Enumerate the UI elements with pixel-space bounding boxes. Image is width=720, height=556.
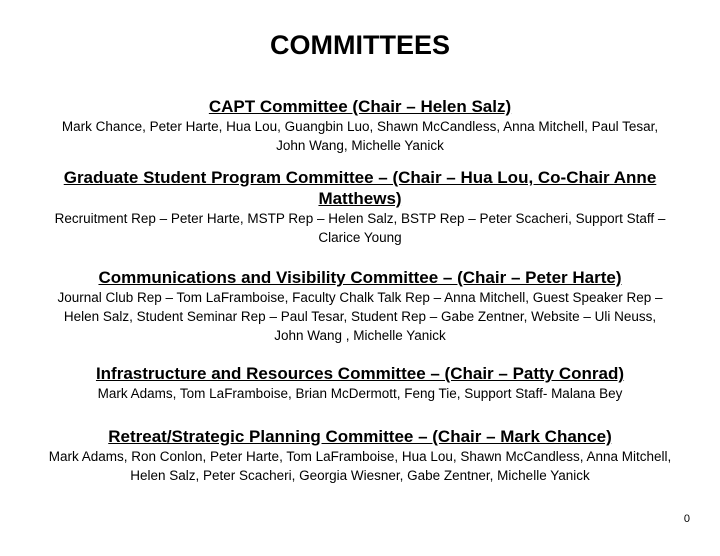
committee-retreat-strategic-planning bbox=[48, 426, 672, 485]
committee-infrastructure-resources bbox=[48, 363, 672, 403]
committee-communications-visibility bbox=[48, 267, 672, 345]
committee-heading: Communications and Visibility Committee – (Chair – Peter Harte) bbox=[98, 268, 622, 287]
committee-members: Journal Club Rep – Tom LaFramboise, Faculty Chalk Talk Rep – Anna Mitchell, Guest Speaker Rep – Helen Salz, Student Seminar Rep – Paul Tesar, Student Rep – Gabe Zentner, Website – Uli Neuss, John Wang , Michelle Yanick bbox=[57, 290, 663, 343]
slide-title: COMMITTEES bbox=[270, 30, 450, 60]
committee-members: Mark Adams, Tom LaFramboise, Brian McDermott, Feng Tie, Support Staff- Malana Bey bbox=[97, 386, 623, 401]
committee-members: Recruitment Rep – Peter Harte, MSTP Rep – Helen Salz, BSTP Rep – Peter Scacheri, Support Staff – Clarice Young bbox=[54, 211, 666, 245]
committee-graduate-student-program bbox=[48, 167, 672, 247]
committee-heading: CAPT Committee (Chair – Helen Salz) bbox=[208, 97, 512, 116]
page-number: 0 bbox=[683, 513, 690, 525]
committee-capt bbox=[48, 96, 672, 155]
committee-members: Mark Adams, Ron Conlon, Peter Harte, Tom LaFramboise, Hua Lou, Shawn McCandless, Anna Mitchell, Helen Salz, Peter Scacheri, Georgia Wiesner, Gabe Zentner, Michelle Yanick bbox=[48, 449, 672, 483]
committee-heading: Graduate Student Program Committee – (Chair – Hua Lou, Co-Chair Anne Matthews) bbox=[63, 168, 657, 208]
committee-heading: Retreat/Strategic Planning Committee – (Chair – Mark Chance) bbox=[108, 427, 612, 446]
committee-members: Mark Chance, Peter Harte, Hua Lou, Guangbin Luo, Shawn McCandless, Anna Mitchell, Paul Tesar, John Wang, Michelle Yanick bbox=[61, 119, 659, 153]
committee-heading: Infrastructure and Resources Committee – (Chair – Patty Conrad) bbox=[95, 364, 625, 383]
